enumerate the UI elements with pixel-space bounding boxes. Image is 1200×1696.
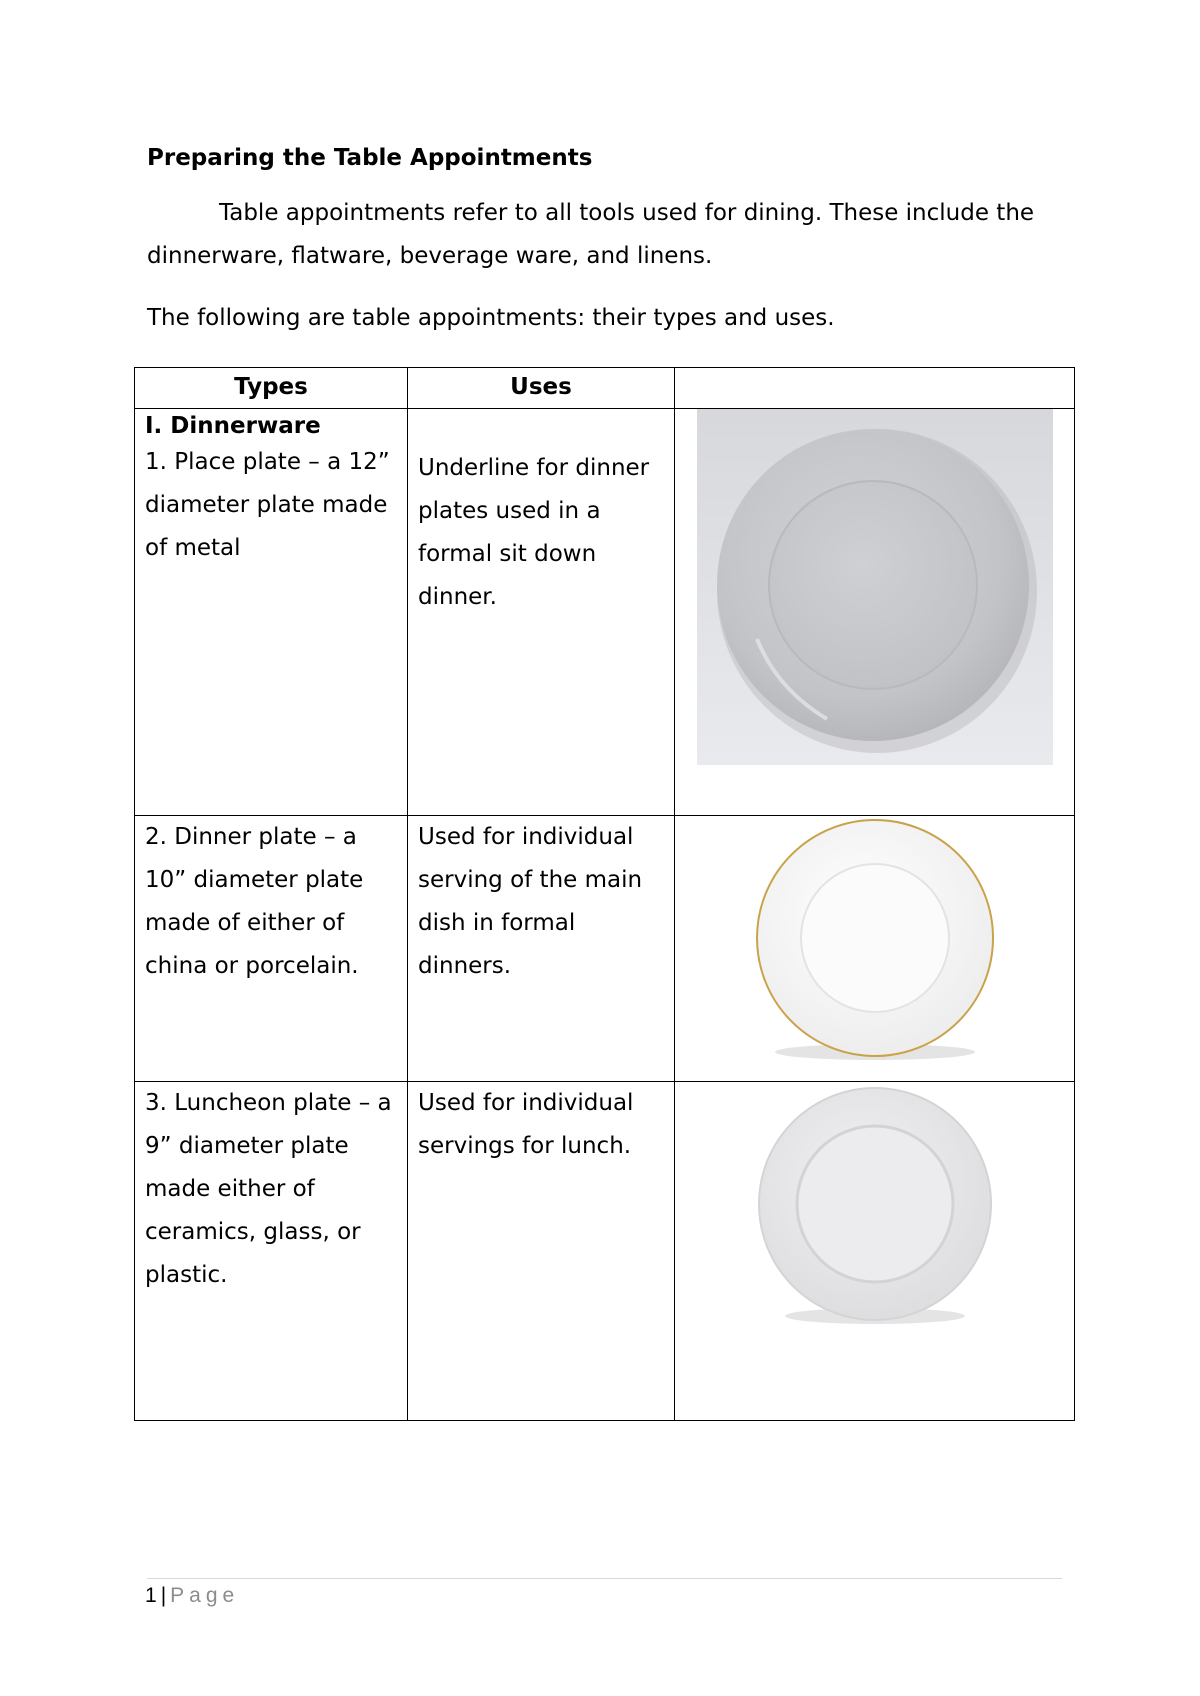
table-header-row	[135, 368, 1075, 409]
place-plate-image	[675, 409, 1075, 816]
category-label: I. Dinnerware	[145, 413, 321, 439]
header-types: Types	[135, 368, 408, 409]
page-number: 1	[145, 1584, 157, 1607]
type-cell	[135, 409, 408, 816]
luncheon-plate-picture	[750, 1082, 1000, 1332]
use-cell: Used for individual servings for lunch.	[408, 1082, 675, 1421]
table-appointments-table	[134, 367, 1075, 1421]
luncheon-plate-image	[675, 1082, 1075, 1421]
table-row	[135, 409, 1075, 816]
type-cell: 2. Dinner plate – a 10” diameter plate made of either of china or porcelain.	[135, 816, 408, 1082]
table-row	[135, 816, 1075, 1082]
use-cell: Used for individual serving of the main dish in formal dinners.	[408, 816, 675, 1082]
place-plate-picture	[697, 409, 1053, 765]
type-cell: 3. Luncheon plate – a 9” diameter plate made either of ceramics, glass, or plastic.	[135, 1082, 408, 1421]
footer-divider	[147, 1578, 1062, 1579]
lead-paragraph: The following are table appointments: their types and uses.	[147, 305, 835, 331]
footer-separator: |	[160, 1584, 167, 1607]
page-title: Preparing the Table Appointments	[147, 145, 593, 171]
intro-paragraph: Table appointments refer to all tools used for dining. These include the dinnerware, flatware, beverage ware, and linens.	[147, 200, 1035, 269]
type-text: 1. Place plate – a 12” diameter plate made of metal	[145, 449, 390, 561]
table-row	[135, 1082, 1075, 1421]
dinner-plate-image	[675, 816, 1075, 1082]
header-image	[675, 368, 1075, 409]
page-footer	[145, 1584, 239, 1608]
use-cell: Underline for dinner plates used in a formal sit down dinner.	[408, 409, 675, 816]
page-label: Page	[170, 1584, 240, 1607]
header-uses: Uses	[408, 368, 675, 409]
dinner-plate-picture	[745, 816, 1005, 1066]
